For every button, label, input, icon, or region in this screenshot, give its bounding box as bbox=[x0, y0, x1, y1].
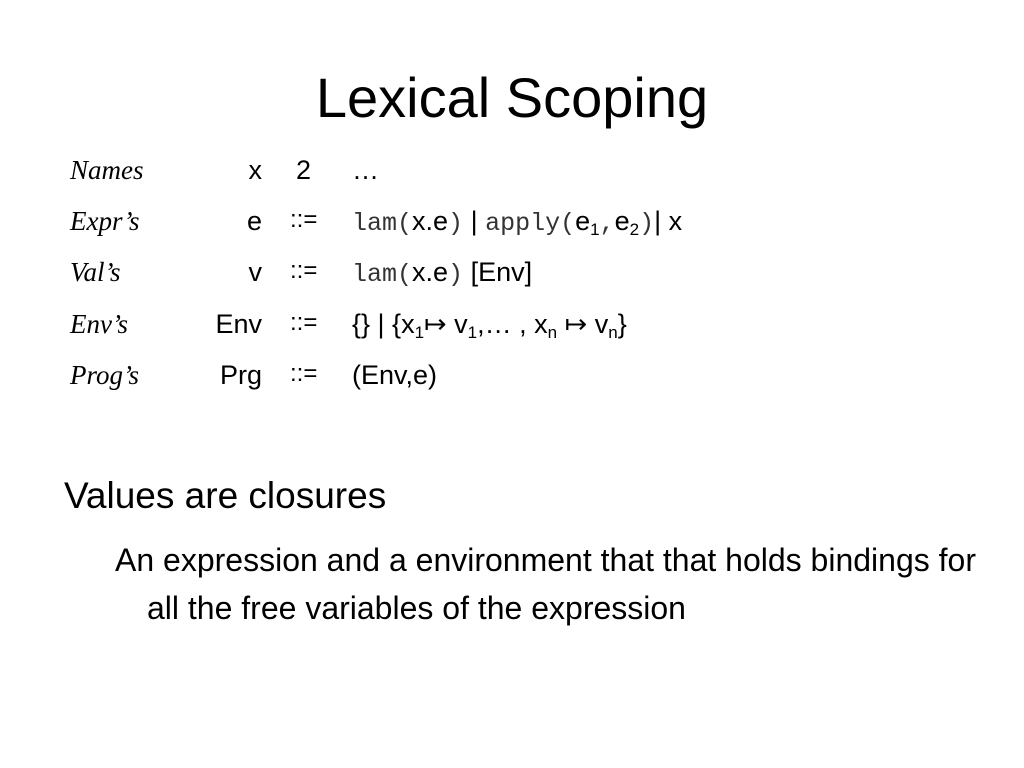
production-operator: 2 bbox=[296, 155, 312, 185]
production-rhs bbox=[352, 309, 627, 340]
production-rhs bbox=[352, 206, 682, 238]
production-operator: ::= bbox=[290, 206, 318, 233]
env-subscript: 1 bbox=[467, 323, 478, 342]
production-rhs: … bbox=[352, 155, 379, 185]
apply-close: ) bbox=[639, 209, 655, 238]
alt-separator: | bbox=[463, 206, 486, 236]
env-part: ↦ v bbox=[424, 309, 468, 339]
apply-keyword: apply( bbox=[485, 209, 576, 238]
grammar-row-prog bbox=[0, 360, 1024, 400]
lam-close: ) bbox=[448, 260, 464, 289]
nonterminal-symbol: x bbox=[248, 155, 262, 185]
grammar-row-names bbox=[0, 155, 1024, 195]
apply-comma: , bbox=[599, 209, 615, 238]
slide-title: Lexical Scoping bbox=[315, 66, 709, 129]
env-part: ↦ v bbox=[557, 309, 609, 339]
closure-env: [Env] bbox=[463, 257, 533, 287]
category-label: Expr’s bbox=[70, 206, 140, 236]
category-label: Val’s bbox=[70, 257, 121, 287]
arg1-subscript: 1 bbox=[590, 220, 600, 239]
production-operator: ::= bbox=[290, 360, 318, 387]
production-operator: ::= bbox=[290, 309, 318, 336]
grammar-row-expr bbox=[0, 206, 1024, 246]
lam-body: x.e bbox=[412, 206, 449, 236]
env-part: ,… , x bbox=[477, 309, 548, 339]
lam-body: x.e bbox=[412, 257, 449, 287]
env-part: } bbox=[617, 309, 627, 339]
alt-var: | x bbox=[654, 206, 683, 236]
grammar-row-env bbox=[0, 309, 1024, 349]
env-part: {} | {x bbox=[352, 309, 415, 339]
lam-keyword: lam( bbox=[352, 260, 413, 289]
production-operator: ::= bbox=[290, 257, 318, 284]
sub-bullet-point: An expression and a environment that that holds bindings for all the free variables of the expression bbox=[115, 542, 976, 626]
category-label: Env’s bbox=[70, 309, 128, 339]
nonterminal-symbol: Env bbox=[215, 309, 262, 339]
production-rhs bbox=[352, 257, 532, 289]
category-label: Names bbox=[70, 155, 144, 185]
lam-keyword: lam( bbox=[352, 209, 413, 238]
env-subscript: 1 bbox=[414, 323, 425, 342]
category-label: Prog’s bbox=[70, 360, 140, 390]
lam-close: ) bbox=[448, 209, 464, 238]
env-subscript: n bbox=[547, 323, 558, 342]
grammar-row-val bbox=[0, 257, 1024, 297]
apply-arg2: e bbox=[614, 206, 630, 236]
bullet-point: Values are closures bbox=[64, 475, 387, 516]
nonterminal-symbol: e bbox=[246, 206, 262, 236]
apply-arg1: e bbox=[575, 206, 591, 236]
arg2-subscript: 2 bbox=[629, 220, 640, 239]
env-subscript: n bbox=[608, 323, 618, 342]
nonterminal-symbol: v bbox=[248, 257, 262, 287]
production-rhs: (Env,e) bbox=[352, 360, 438, 390]
nonterminal-symbol: Prg bbox=[219, 360, 262, 390]
